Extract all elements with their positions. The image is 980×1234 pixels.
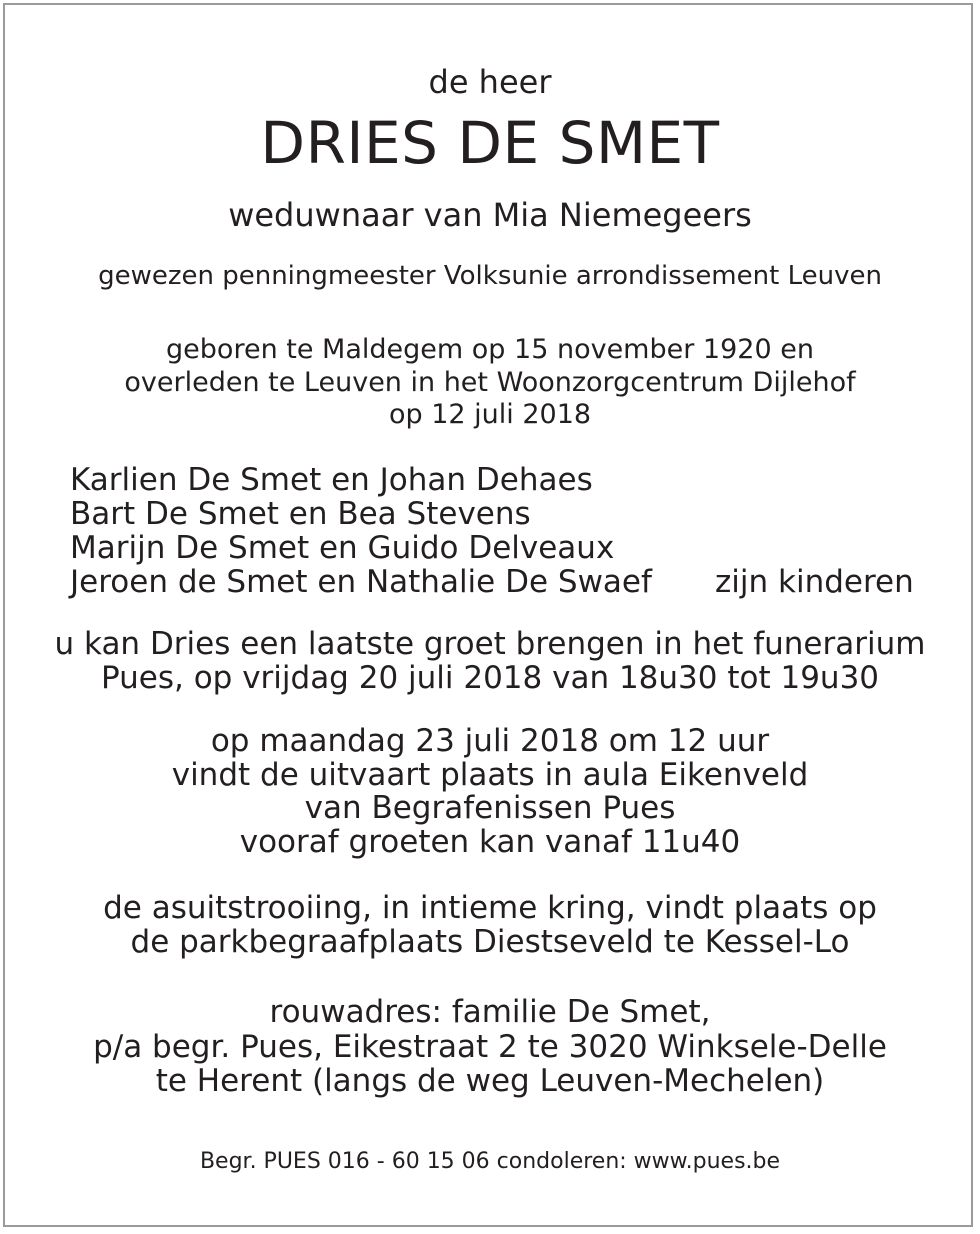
mourning-address-line: rouwadres: familie De Smet,	[269, 994, 711, 1030]
mourning-address-line: p/a begr. Pues, Eikestraat 2 te 3020 Winksele-Delle	[93, 1029, 887, 1065]
ash-scattering-line: de parkbegraafplaats Diestseveld te Kessel-Lo	[130, 924, 850, 960]
former-function: gewezen penningmeester Volksunie arrondissement Leuven	[98, 261, 882, 291]
child-couple: Bart De Smet en Bea Stevens	[70, 496, 531, 532]
funeral-line: vooraf groeten kan vanaf 11u40	[239, 824, 741, 860]
deceased-name: DRIES DE SMET	[260, 109, 720, 177]
footer-contact: Begr. PUES 016 - 60 15 06 condoleren: www.pues.be	[199, 1149, 781, 1174]
salutation: de heer	[428, 63, 552, 101]
mourning-address-line: te Herent (langs de weg Leuven-Mechelen)	[155, 1063, 825, 1099]
widower-of: weduwnaar van Mia Niemegeers	[228, 196, 752, 234]
birth-death-line: overleden te Leuven in het Woonzorgcentrum Dijlehof	[124, 367, 856, 398]
visitation-line: u kan Dries een laatste groet brengen in het funerarium	[54, 626, 926, 662]
child-couple: Karlien De Smet en Johan Dehaes	[70, 462, 593, 498]
children-note: zijn kinderen	[715, 564, 914, 600]
funeral-line: op maandag 23 juli 2018 om 12 uur	[210, 723, 770, 759]
funeral-line: van Begrafenissen Pues	[304, 790, 676, 826]
visitation-line: Pues, op vrijdag 20 juli 2018 van 18u30 tot 19u30	[100, 660, 880, 696]
birth-death-line: op 12 juli 2018	[388, 399, 592, 430]
birth-death-line: geboren te Maldegem op 15 november 1920 en	[166, 334, 814, 365]
child-couple: Marijn De Smet en Guido Delveaux	[70, 530, 615, 566]
child-couple-name: Jeroen de Smet en Nathalie De Swaef	[70, 564, 652, 600]
child-couple-last	[70, 565, 930, 599]
funeral-line: vindt de uitvaart plaats in aula Eikenveld	[171, 757, 809, 793]
ash-scattering-line: de asuitstrooiing, in intieme kring, vindt plaats op	[103, 890, 877, 926]
children-list	[70, 463, 930, 599]
